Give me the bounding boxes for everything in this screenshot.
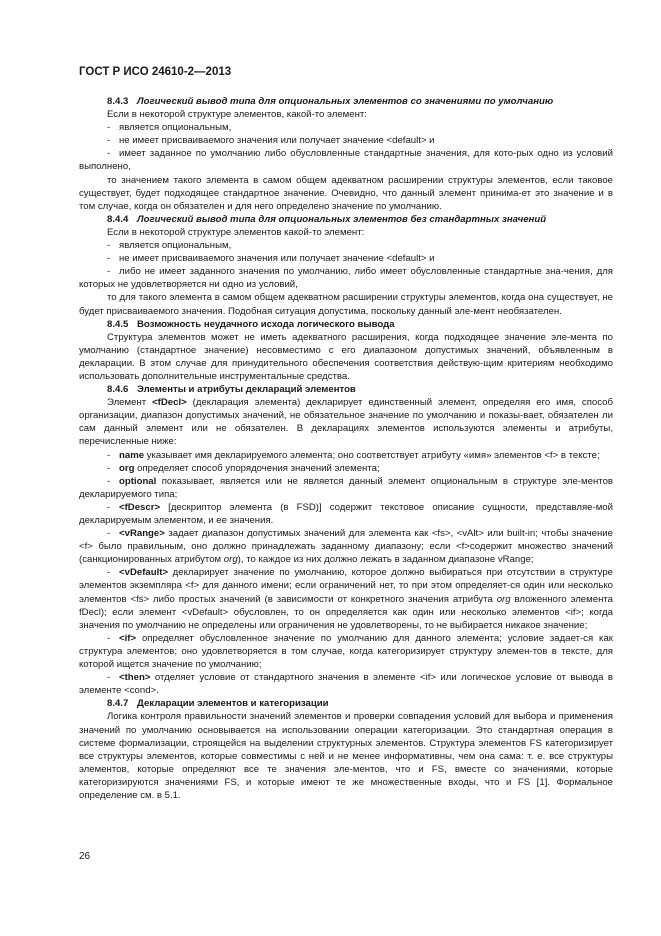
- paragraph: Логика контроля правильности значений элементов и проверки совпадения условий для выбора и применения значений по умолчанию основывается на использовании операции категоризации. Это стандартная операция в системе формализации, строящейся на выделении структурных элементов. Структура элементов FS категоризирует все структуры элементов, которые совместимы с ней и не менее информативны, чем она сама: т. е. все структуры элементов, которые определяют все те значения эле-ментов, что и FS, вместе со значениями, которые категоризируются значениями FS, и которые имеют те же множественные входы, что и FS [1]. Формальное определение см. в 5.1.: [79, 711, 613, 801]
- section-number: 8.4.3: [107, 96, 129, 107]
- dash-marker: -: [107, 501, 111, 513]
- list-item: - имеет заданное по умолчанию либо обусловленные стандартные значения, для кото-рых одно из условий выполнено,: [79, 148, 613, 173]
- paragraph: Элемент <fDecl> (декларация элемента) декларирует единственный элемент, определяя его имя, способ организации, диапазон допустимых значений, не обязательное значение по умолчанию и показы-вает, обязателен ли сам данный элемент или не обязателен. В декларациях элементов используются элементы и атрибуты, перечисленные ниже:: [79, 397, 613, 448]
- term: name: [119, 449, 145, 461]
- document-body: [79, 95, 613, 802]
- dash-marker: -: [107, 148, 111, 160]
- paragraph: то для такого элемента в самом общем адекватном расширении структуры элементов, когда она существует, не будет присваиваемого значения. Подобная ситуация допустима, поскольку данный эле-мент необязателен.: [79, 292, 613, 317]
- section-title: Элементы и атрибуты деклараций элементов: [137, 384, 356, 396]
- list-item: - name указывает имя декларируемого элемента; оно соответствует атрибуту «имя» элементов <f> в тексте;: [107, 449, 600, 461]
- dash-marker: -: [107, 122, 111, 134]
- list-item: - optional показывает, является или не является данный элемент опциональным в структуре эле-ментов декларируемого типа;: [79, 475, 613, 500]
- list-item: - <if> определяет обусловленное значение по умолчанию для данного элемента; условие задает-ся как структура элементов; оно удовлетворяется в том случае, когда категоризирует структуру элемен-тов в тексте, для которой ищется значение по умолчанию;: [79, 632, 613, 671]
- dash-marker: -: [107, 253, 111, 265]
- page-number: 26: [79, 851, 91, 862]
- section-heading-8-4-7: [79, 697, 613, 710]
- term: optional: [119, 475, 157, 487]
- section-title: Декларации элементов и категоризации: [137, 698, 329, 710]
- section-number: 8.4.4: [107, 213, 129, 225]
- section-heading-8-4-4: [79, 213, 613, 226]
- list-item: - не имеет присваиваемого значения или получает значение <default> и: [107, 253, 435, 265]
- dash-marker: -: [107, 462, 111, 474]
- list-item: - <then> отделяет условие от стандартного значения в элементе <if> или логическое условие от вывода в элементе <cond>.: [79, 672, 613, 697]
- paragraph: то значением такого элемента в самом общем адекватном расширении структуры элементов, если таковое существует, будет подходящее стандартное значение. Очевидно, что данный элемент принима-ет это значение и в том случае, когда он обязателен и для него определено значение по умолчанию.: [79, 174, 613, 212]
- term: <vDefault>: [119, 567, 169, 579]
- list-item: - либо не имеет заданного значения по умолчанию, либо имеет обусловленные стандартные зна-чения, для которых не удовлетворяется ни одно из условий,: [79, 266, 613, 291]
- section-heading-8-4-6: [79, 383, 613, 396]
- paragraph: Если в некоторой структуре элементов, какой-то элемент:: [107, 109, 367, 121]
- section-heading-8-4-3: [79, 95, 613, 108]
- term: <vRange>: [119, 528, 165, 540]
- page-header-title: ГОСТ Р ИСО 24610-2—2013: [79, 66, 232, 78]
- paragraph: Если в некоторой структуре элементов какой-то элемент:: [107, 226, 365, 238]
- list-item: - org определяет способ упорядочения значений элемента;: [107, 462, 380, 474]
- section-title: Возможность неудачного исхода логического вывода: [137, 318, 395, 330]
- list-item: - является опциональным,: [107, 122, 232, 134]
- list-item: - <vDefault> декларирует значение по умолчанию, которое должно выбираться при отсутствии в структуре элементов экземпляра <f> для данного имени; если ограничений нет, то при этом определяет-ся один или несколько элементов <fs> либо простых значений (в зависимости от конкретного значения атрибута org вложенного элемента fDecl); если элемент <vDefault> обусловлен, то он определяется как один или несколько элементов <if>; когда значения по умолчанию не определены или ограничения не удовлетворены, то не выбирается никакое значение;: [79, 567, 613, 631]
- list-item: - <fDescr> [дескриптор элемента (в FSD)] содержит текстовое описание сущности, представляе-мой декларируемым элементом, и ее значения.: [79, 501, 613, 526]
- paragraph: Структура элементов может не иметь адекватного расширения, когда подходящее значение эле-мента по умолчанию (стандартное значение) несовместимо с его диапазоном допустимых значений, объявленным в декларации. В этом случае для принудительного обеспечения соответствия действую-щим критериям необходимо использовать дополнительные инструментальные средства.: [79, 331, 613, 382]
- dash-marker: -: [107, 135, 111, 147]
- section-number: 8.4.7: [107, 698, 129, 710]
- dash-marker: -: [107, 266, 111, 278]
- dash-marker: -: [107, 240, 111, 252]
- list-item: - является опциональным,: [107, 240, 232, 252]
- dash-marker: -: [107, 475, 111, 487]
- term: <fDecl>: [152, 397, 187, 409]
- section-title: Логический вывод типа для опциональных элементов без стандартных значений: [137, 213, 547, 225]
- section-number: 8.4.5: [107, 318, 129, 330]
- dash-marker: -: [107, 632, 111, 644]
- term: org: [119, 462, 135, 474]
- list-item: - <vRange> задает диапазон допустимых значений для элемента как <fs>, <vAlt> или built-in; чтобы значение <f> было правильным, оно должно принадлежать заданному диапазону; если <f>содержит множество значений (санкционированных атрибутом org), то каждое из них должно лежать в заданном диапазоне vRange;: [79, 528, 613, 566]
- section-title: Логический вывод типа для опциональных элементов со значениями по умолчанию: [137, 96, 554, 107]
- dash-marker: -: [107, 528, 111, 540]
- dash-marker: -: [107, 567, 111, 579]
- dash-marker: -: [107, 449, 111, 461]
- list-item: - не имеет присваиваемого значения или получает значение <default> и: [107, 135, 435, 147]
- dash-marker: -: [107, 672, 111, 684]
- section-heading-8-4-5: [79, 318, 613, 331]
- term: <then>: [119, 672, 151, 684]
- term: <if>: [119, 632, 137, 644]
- section-number: 8.4.6: [107, 384, 129, 396]
- term: <fDescr>: [119, 501, 161, 513]
